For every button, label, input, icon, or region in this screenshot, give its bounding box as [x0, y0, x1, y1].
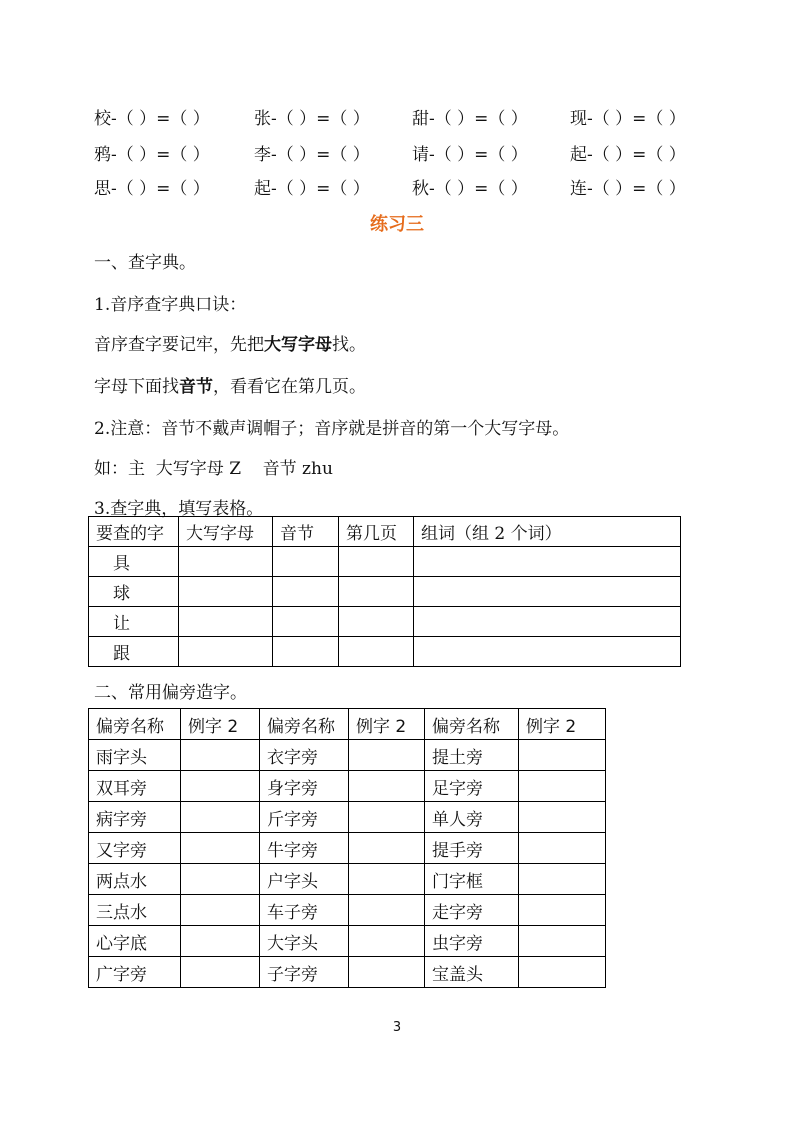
table-cell-input[interactable]: [414, 547, 681, 577]
tip-text: ，看看它在第几页。: [213, 377, 366, 397]
table-row: [89, 607, 681, 637]
section1-heading: 一、查字典。: [94, 253, 196, 273]
tip-bold-text: 大写字母: [264, 335, 332, 355]
equation: 校-（ ）=（ ）: [94, 109, 210, 129]
equation: 甜-（ ）=（ ）: [412, 109, 528, 129]
equation: 秋-（ ）=（ ）: [412, 179, 528, 199]
table-cell-input[interactable]: [339, 577, 414, 607]
radical-name: 户字头: [260, 864, 349, 895]
radical-name: 牛字旁: [260, 833, 349, 864]
equation: 张-（ ）=（ ）: [254, 109, 370, 129]
table-header-row: [89, 709, 606, 740]
table-cell-input[interactable]: [519, 740, 606, 771]
table-row: [89, 802, 606, 833]
radical-name: 门字框: [425, 864, 519, 895]
table-header: 例字 2: [519, 709, 606, 740]
tip-text: 音序查字要记牢，先把: [94, 335, 264, 355]
radical-name: 大字头: [260, 926, 349, 957]
table-cell-input[interactable]: [181, 833, 260, 864]
radical-name: 子字旁: [260, 957, 349, 988]
radical-name: 斤字旁: [260, 802, 349, 833]
table-cell-input[interactable]: [349, 833, 425, 864]
table-cell-input[interactable]: [519, 802, 606, 833]
radical-name: 雨字头: [89, 740, 181, 771]
table-cell-input[interactable]: [519, 864, 606, 895]
table-cell-input[interactable]: [349, 926, 425, 957]
radical-name: 三点水: [89, 895, 181, 926]
tip-line-2: [94, 372, 366, 397]
table-cell-char: 跟: [89, 637, 179, 667]
table-header: 音节: [273, 517, 339, 547]
table-cell-input[interactable]: [349, 895, 425, 926]
table-cell-input[interactable]: [414, 637, 681, 667]
table-cell-input[interactable]: [349, 771, 425, 802]
radical-name: 足字旁: [425, 771, 519, 802]
table-row: [89, 864, 606, 895]
table-header: 组词（组 2 个词）: [414, 517, 681, 547]
table-header: 要查的字: [89, 517, 179, 547]
radical-name: 虫字旁: [425, 926, 519, 957]
table-cell-input[interactable]: [181, 864, 260, 895]
table-header-row: [89, 517, 681, 547]
radical-name: 又字旁: [89, 833, 181, 864]
radical-name: 走字旁: [425, 895, 519, 926]
table-cell-input[interactable]: [349, 740, 425, 771]
table-header: 偏旁名称: [260, 709, 349, 740]
table-header: 大写字母: [179, 517, 273, 547]
radical-name: 提土旁: [425, 740, 519, 771]
table-header: 偏旁名称: [425, 709, 519, 740]
table-cell-input[interactable]: [339, 637, 414, 667]
table-cell-input[interactable]: [179, 547, 273, 577]
radical-name: 车子旁: [260, 895, 349, 926]
page-number: 3: [392, 1020, 402, 1035]
equation: 起-（ ）=（ ）: [570, 145, 686, 165]
table-row: [89, 771, 606, 802]
equation: 思-（ ）=（ ）: [94, 179, 210, 199]
radical-name: 心字底: [89, 926, 181, 957]
equation: 李-（ ）=（ ）: [254, 145, 370, 165]
table-cell-input[interactable]: [181, 926, 260, 957]
table-cell-input[interactable]: [519, 771, 606, 802]
table-row: [89, 547, 681, 577]
table-row: [89, 740, 606, 771]
tip-bold-text: 音节: [179, 377, 213, 397]
table-row: [89, 957, 606, 988]
table-cell-input[interactable]: [339, 607, 414, 637]
table-cell-input[interactable]: [519, 957, 606, 988]
radical-name: 广字旁: [89, 957, 181, 988]
radical-name: 宝盖头: [425, 957, 519, 988]
table-cell-input[interactable]: [179, 637, 273, 667]
table-cell-input[interactable]: [181, 802, 260, 833]
radical-name: 双耳旁: [89, 771, 181, 802]
table-cell-input[interactable]: [181, 740, 260, 771]
dictionary-table: [88, 516, 681, 667]
table-cell-input[interactable]: [181, 771, 260, 802]
table-cell-input[interactable]: [179, 577, 273, 607]
tip-text: 找。: [332, 335, 366, 355]
table-cell-input[interactable]: [349, 802, 425, 833]
table-cell-input[interactable]: [273, 607, 339, 637]
tip-text: 字母下面找: [94, 377, 179, 397]
table-cell-input[interactable]: [179, 607, 273, 637]
table-cell-input[interactable]: [414, 577, 681, 607]
page-title: 练习三: [370, 214, 424, 235]
tip-title: 1.音序查字典口诀：: [94, 295, 247, 315]
radical-name: 病字旁: [89, 802, 181, 833]
table-cell-input[interactable]: [519, 833, 606, 864]
table-header: 偏旁名称: [89, 709, 181, 740]
table-cell-input[interactable]: [519, 926, 606, 957]
table-title: 3.查字典，填写表格。: [94, 499, 264, 519]
note-line: 2.注意：音节不戴声调帽子；音序就是拼音的第一个大写字母。: [94, 419, 570, 439]
table-row: [89, 833, 606, 864]
table-cell-input[interactable]: [339, 547, 414, 577]
table-header: 第几页: [339, 517, 414, 547]
radical-name: 衣字旁: [260, 740, 349, 771]
table-cell-input[interactable]: [273, 547, 339, 577]
equation: 现-（ ）=（ ）: [570, 109, 686, 129]
equation: 连-（ ）=（ ）: [570, 179, 686, 199]
table-cell-char: 让: [89, 607, 179, 637]
table-header: 例字 2: [181, 709, 260, 740]
radical-name: 两点水: [89, 864, 181, 895]
table-row: [89, 895, 606, 926]
equation: 鸦-（ ）=（ ）: [94, 145, 210, 165]
equation: 请-（ ）=（ ）: [412, 145, 528, 165]
table-row: [89, 637, 681, 667]
radical-table: [88, 708, 606, 988]
example-line: 如：主 大写字母 Z 音节 zhu: [94, 459, 333, 479]
table-cell-char: 球: [89, 577, 179, 607]
radical-name: 提手旁: [425, 833, 519, 864]
table-cell-input[interactable]: [519, 895, 606, 926]
table-cell-input[interactable]: [273, 577, 339, 607]
table-row: [89, 926, 606, 957]
section2-heading: 二、常用偏旁造字。: [94, 683, 247, 703]
table-cell-input[interactable]: [414, 607, 681, 637]
radical-name: 身字旁: [260, 771, 349, 802]
table-row: [89, 577, 681, 607]
table-cell-input[interactable]: [349, 864, 425, 895]
table-cell-char: 具: [89, 547, 179, 577]
table-header: 例字 2: [349, 709, 425, 740]
equation: 起-（ ）=（ ）: [254, 179, 370, 199]
tip-line-1: [94, 330, 366, 355]
table-cell-input[interactable]: [349, 957, 425, 988]
table-cell-input[interactable]: [181, 957, 260, 988]
radical-name: 单人旁: [425, 802, 519, 833]
table-cell-input[interactable]: [273, 637, 339, 667]
table-cell-input[interactable]: [181, 895, 260, 926]
